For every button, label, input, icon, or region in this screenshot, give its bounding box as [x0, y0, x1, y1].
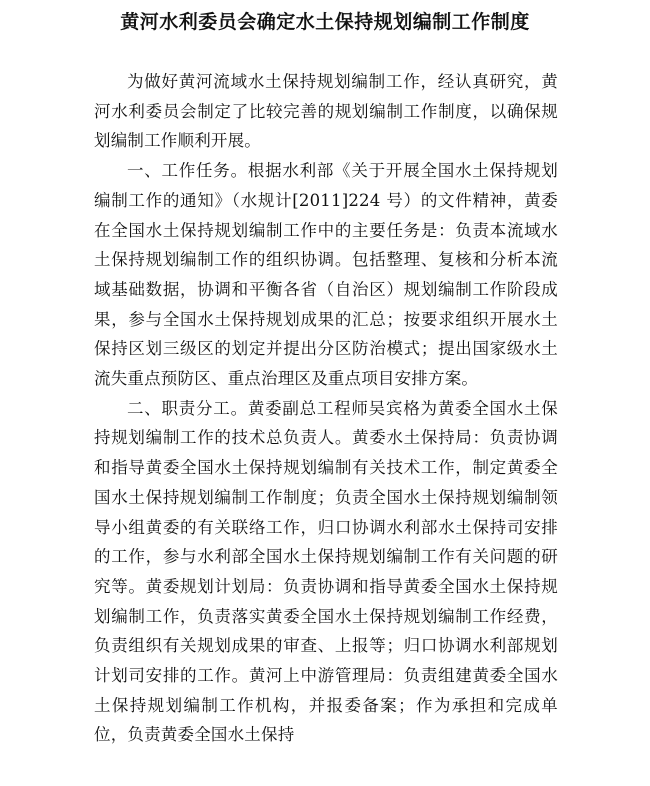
- paragraph-work-tasks: 一、工作任务。根据水利部《关于开展全国水土保持规划编制工作的通知》（水规计[2011]224 号）的文件精神，黄委在全国水土保持规划编制工作中的主要任务是：负责本流域水土保持规划编制工作的组织协调。包括整理、复核和分析本流域基础数据，协调和平衡各省（自治区）规划编制工作阶段成果，参与全国水土保持规划成果的汇总；按要求组织开展水土保持区划三级区的划定并提出分区防治模式；提出国家级水土流失重点预防区、重点治理区及重点项目安排方案。: [94, 161, 558, 389]
- paragraph-intro: 为做好黄河流域水土保持规划编制工作，经认真研究，黄河水利委员会制定了比较完善的规划编制工作制度，以确保规划编制工作顺利开展。: [94, 72, 558, 151]
- document-title: 黄河水利委员会确定水土保持规划编制工作制度: [120, 11, 530, 33]
- document-body: [94, 67, 558, 750]
- paragraph-responsibilities: 二、职责分工。黄委副总工程师吴宾格为黄委全国水土保持规划编制工作的技术总负责人。黄委水土保持局：负责协调和指导黄委全国水土保持规划编制有关技术工作，制定黄委全国水土保持规划编制工作制度；负责全国水土保持规划编制领导小组黄委的有关联络工作，归口协调水利部水土保持司安排的工作，参与水利部全国水土保持规划编制工作有关问题的研究等。黄委规划计划局：负责协调和指导黄委全国水土保持规划编制工作，负责落实黄委全国水土保持规划编制工作经费，负责组织有关规划成果的审查、上报等；归口协调水利部规划计划司安排的工作。黄河上中游管理局：负责组建黄委全国水土保持规划编制工作机构，并报委备案；作为承担和完成单位，负责黄委全国水土保持: [94, 398, 558, 745]
